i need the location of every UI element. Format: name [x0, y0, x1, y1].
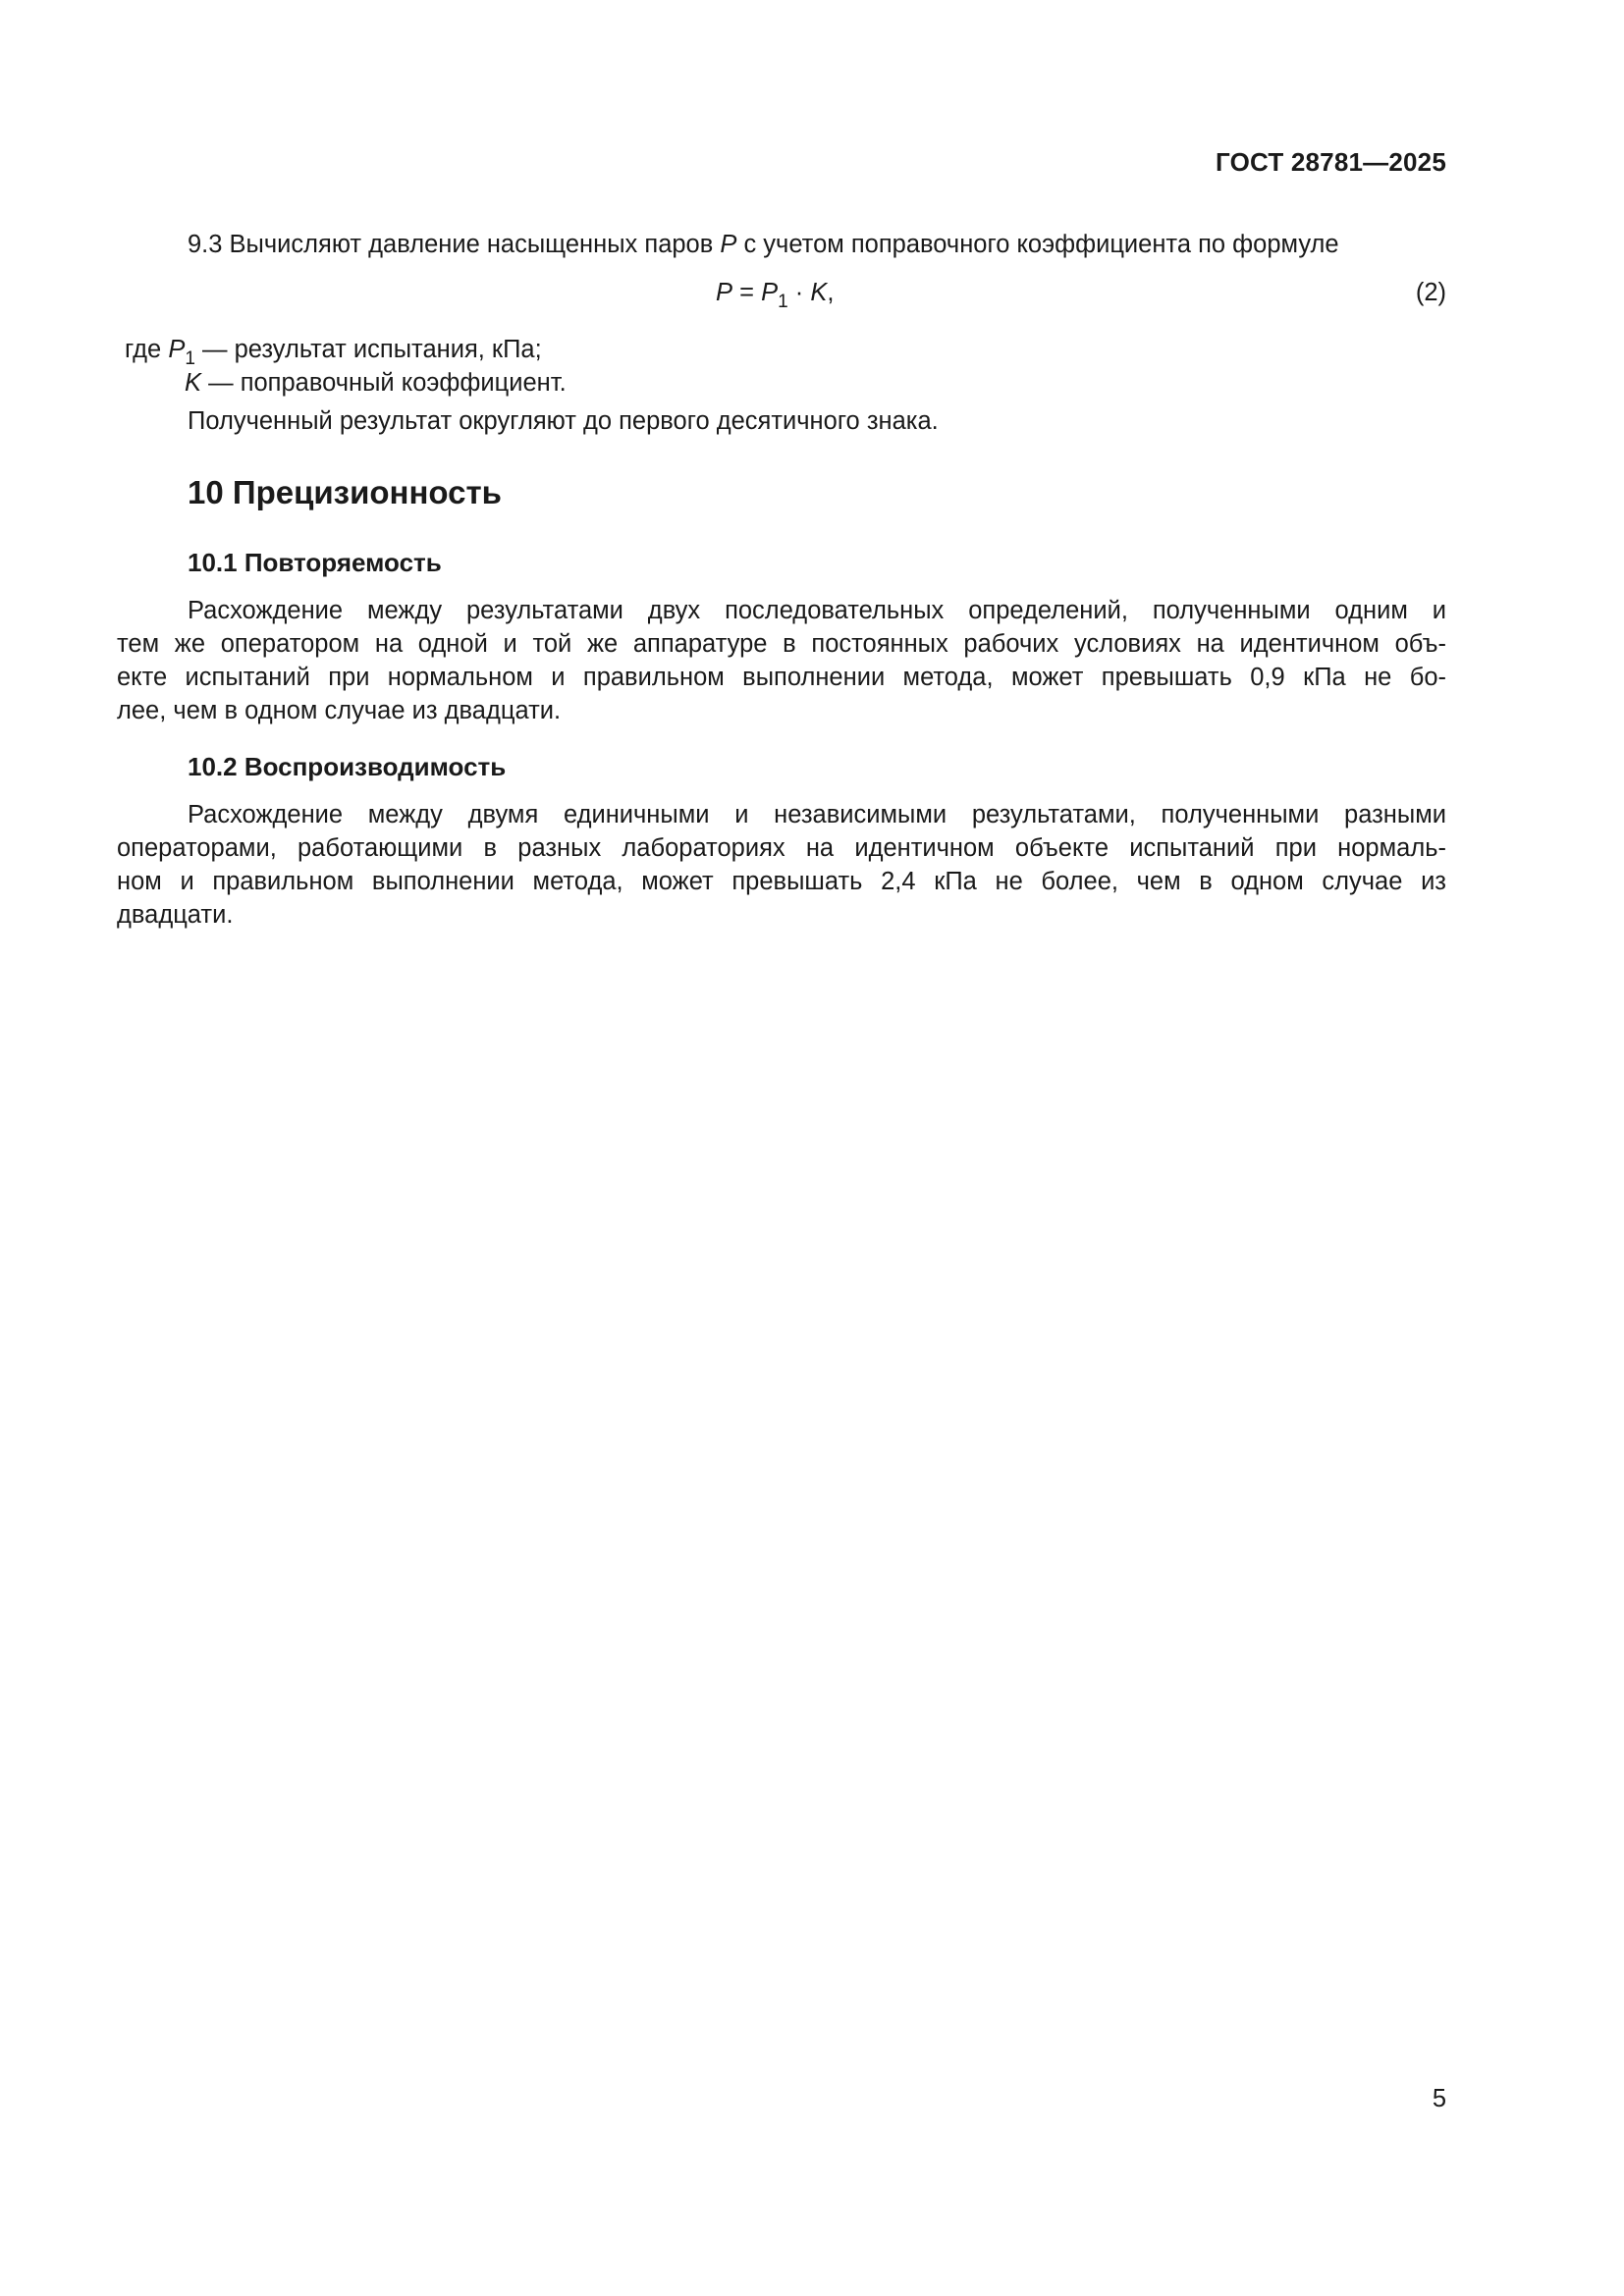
page-number: 5 [1432, 2085, 1446, 2112]
formula-k: K [810, 279, 828, 306]
formula [716, 276, 835, 312]
formula-lhs: P [716, 279, 733, 306]
paragraph-line: операторами, работающими в разных лабораториях на идентичном объекте испытаний при нормаль- [117, 834, 1446, 862]
section-10-1-heading: 10.1 Повторяемость [188, 548, 442, 577]
where-desc-2: поправочный коэффициент. [240, 369, 567, 397]
section-10-2-heading: 10.2 Воспроизводимость [188, 752, 507, 781]
section-9-3-text [188, 228, 1339, 261]
where-dash-1: — [194, 336, 235, 363]
paragraph-line: Расхождение между двумя единичными и независимыми результатами, полученными разными [188, 801, 1446, 828]
paragraph-line: тем же оператором на одной и той же аппаратуре в постоянных рабочих условиях на идентичном объ- [117, 630, 1446, 658]
section-10-2-paragraph [117, 798, 1446, 932]
paragraph-line: двадцати. [117, 901, 234, 929]
formula-tail: , [827, 279, 835, 306]
where-var-p: P [168, 336, 186, 363]
paragraph-line: Расхождение между результатами двух последовательных определений, полученными одним и [188, 597, 1446, 624]
paragraph-line: лее, чем в одном случае из двадцати. [117, 697, 562, 724]
rounding-note: Полученный результат округляют до первого десятичного знака. [188, 407, 939, 435]
formula-dot: · [787, 279, 811, 306]
where-var-k: K [185, 369, 202, 397]
where-var-p-sub: 1 [185, 348, 195, 369]
document-header-id: ГОСТ 28781—2025 [1216, 147, 1446, 177]
section-9-3-after: с учетом поправочного коэффициента по формуле [736, 231, 1339, 258]
paragraph-line: ном и правильном выполнении метода, может превышать 2,4 кПа не более, чем в одном случае из [117, 868, 1446, 895]
formula-p1: P [761, 279, 779, 306]
where-dash-2: — [201, 369, 241, 397]
section-9-3-before: 9.3 Вычисляют давление насыщенных паров [188, 231, 721, 258]
var-p: P [720, 231, 737, 258]
paragraph-line: екте испытаний при нормальном и правильном выполнении метода, может превышать 0,9 кПа не бо- [117, 664, 1446, 691]
section-10-heading: 10 Прецизионность [188, 474, 502, 510]
where-desc-1: результат испытания, кПа; [234, 336, 542, 363]
where-item-k [185, 366, 567, 400]
formula-eq: = [732, 279, 762, 306]
where-item-p1 [125, 333, 542, 369]
formula-p1-sub: 1 [778, 292, 788, 312]
where-prefix: где [125, 336, 169, 363]
section-10-1-paragraph [117, 594, 1446, 727]
formula-number: (2) [1415, 279, 1446, 306]
